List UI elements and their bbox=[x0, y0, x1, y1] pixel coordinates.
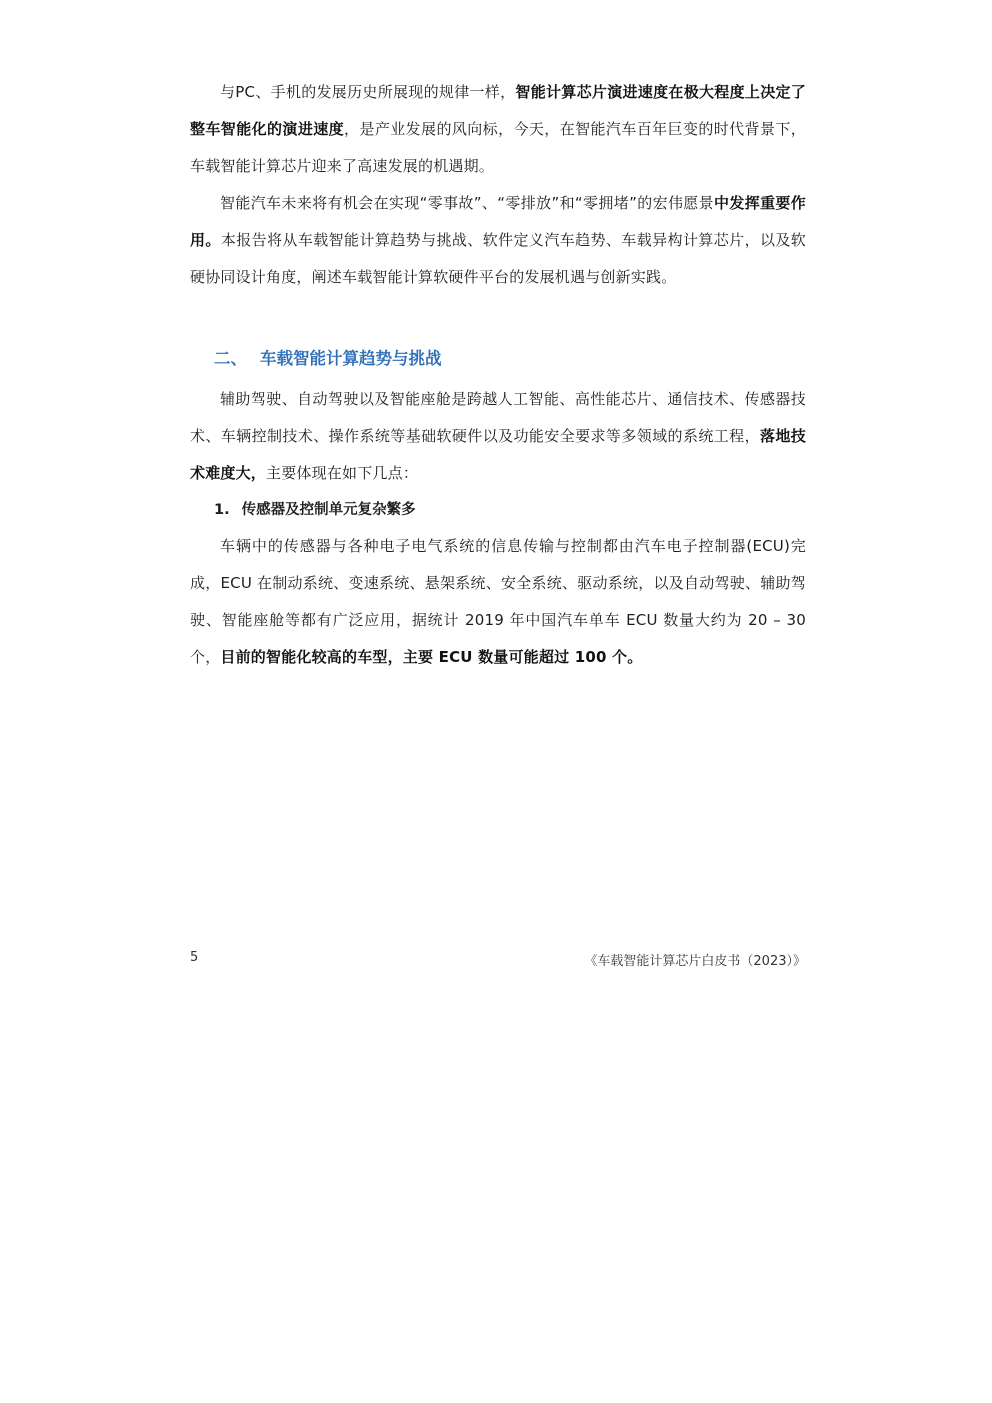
subsection-heading bbox=[190, 492, 806, 528]
intro-paragraph-1 bbox=[190, 74, 806, 185]
intro-p2-text-a: 智能汽车未来将有机会在实现“零事故”、“零排放”和“零拥堵”的宏伟愿景 bbox=[220, 194, 715, 212]
page-footer bbox=[190, 950, 806, 969]
intro-p2-bold: 中发挥重要作用。 bbox=[190, 194, 806, 249]
section-heading bbox=[190, 341, 806, 377]
subsection-paragraph-1 bbox=[190, 528, 806, 676]
intro-p2-text-b: 本报告将从车载智能计算趋势与挑战、软件定义汽车趋势、车载异构计算芯片，以及软硬协同设计角度，阐述车载智能计算软硬件平台的发展机遇与创新实践。 bbox=[190, 231, 806, 286]
intro-paragraph-2 bbox=[190, 185, 806, 296]
subsection-p1-bold: 目前的智能化较高的车型，主要 ECU 数量可能超过 100 个。 bbox=[220, 648, 643, 666]
intro-p1-bold: 智能计算芯片演进速度在极大程度上决定了整车智能化的演进速度 bbox=[190, 83, 806, 138]
section-paragraph-1 bbox=[190, 381, 806, 492]
intro-p1-text-b: ，是产业发展的风向标，今天，在智能汽车百年巨变的时代背景下，车载智能计算芯片迎来了高速发展的机遇期。 bbox=[190, 120, 806, 175]
section-p1-text-a: 辅助驾驶、自动驾驶以及智能座舱是跨越人工智能、高性能芯片、通信技术、传感器技术、车辆控制技术、操作系统等基础软硬件以及功能安全要求等多领域的系统工程， bbox=[190, 390, 806, 445]
section-p1-text-b: 主要体现在如下几点： bbox=[266, 464, 419, 482]
section-number: 二、 bbox=[214, 349, 247, 368]
subsection-number: 1. bbox=[214, 502, 230, 518]
document-title: 《车载智能计算芯片白皮书（2023）》 bbox=[584, 954, 806, 969]
intro-p1-text-a: 与PC、手机的发展历史所展现的规律一样， bbox=[220, 83, 516, 101]
page-content bbox=[190, 74, 806, 676]
page-number: 5 bbox=[190, 950, 199, 965]
section-p1-bold: 落地技术难度大， bbox=[190, 427, 806, 482]
section-title: 车载智能计算趋势与挑战 bbox=[260, 349, 442, 368]
subsection-p1-text-a: 车辆中的传感器与各种电子电气系统的信息传输与控制都由汽车电子控制器(ECU)完成，ECU 在制动系统、变速系统、悬架系统、安全系统、驱动系统，以及自动驾驶、辅助驾驶、智能座舱等都有广泛应用，据统计 2019 年中国汽车单车 ECU 数量大约为 20 – 30 个， bbox=[190, 537, 806, 666]
subsection-title: 传感器及控制单元复杂繁多 bbox=[241, 502, 416, 518]
